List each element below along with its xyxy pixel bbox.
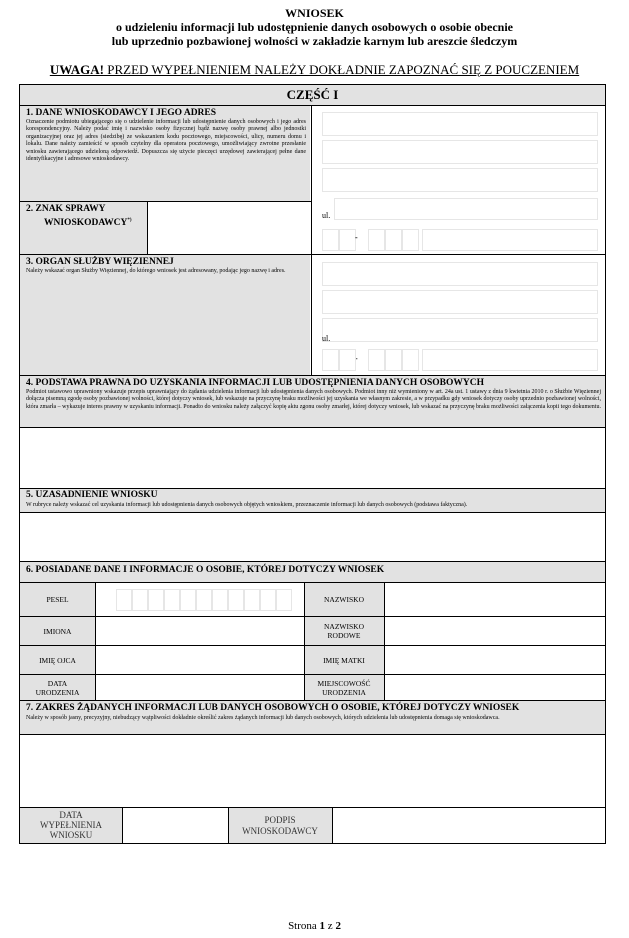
total-pages: 2 — [335, 920, 341, 932]
surname-field[interactable] — [385, 583, 605, 616]
birth-date-label-line1: DATA — [47, 678, 68, 688]
birth-place-field[interactable] — [385, 675, 605, 700]
pesel-label: PESEL — [46, 595, 69, 604]
applicant-name-field[interactable] — [322, 112, 598, 136]
justification-field[interactable] — [20, 513, 605, 561]
postal-code-digit[interactable] — [368, 349, 385, 371]
section1-title: 1. DANE WNIOSKODAWCY I JEGO ADRES — [26, 108, 217, 118]
form-title: WNIOSEK — [285, 6, 344, 20]
section6-title: 6. POSIADANE DANE I INFORMACJE O OSOBIE, KTÓREJ DOTYCZY WNIOSEK — [26, 565, 385, 575]
applicant-address-field[interactable] — [322, 140, 598, 164]
postal-code-digit[interactable] — [368, 229, 385, 251]
fill-date-label-line2: WYPEŁNIENIA — [40, 820, 102, 830]
street-label: ul. — [322, 334, 331, 343]
section3-title: 3. ORGAN SŁUŻBY WIĘZIENNEJ — [26, 257, 174, 267]
pesel-digit[interactable] — [276, 589, 292, 611]
postal-code-digit[interactable] — [385, 229, 402, 251]
section2-title-line2 — [44, 215, 148, 229]
birth-place-label — [304, 675, 384, 700]
section1-instructions: Oznaczenie podmiotu ubiegającego się o udzielenie informacji lub udostępnienie danych osobowych i jego adres korespondencyjny. Należy podać imię i nazwisko osoby fizycznej bądź nazwę osoby prawnej albo jednostki organizacyjnej oraz jej adres (siedzibę) ze wskazaniem kodu pocztowego, miejscowości, ulicy, numeru domu i lokalu. Dane należy zamieścić w sposób czytelny dla operatora pocztowego, umożliwiający zwrotne przesłanie wniosku zawierającego udzieloną odpowiedź. Dopuszcza się użycie pieczęci urzędowej zawierającej pełne dane identyfikacyjne i adresowe wnioskodawcy. — [26, 119, 306, 163]
divider — [311, 105, 312, 376]
signature-label-line1: PODPIS — [264, 815, 296, 825]
warning-notice — [0, 62, 629, 77]
pesel-digit[interactable] — [148, 589, 164, 611]
birth-place-label-line1: MIEJSCOWOŚĆ — [317, 678, 371, 688]
page-separator: z — [325, 920, 336, 932]
pesel-digit[interactable] — [196, 589, 212, 611]
current-page: 1 — [319, 920, 326, 932]
maiden-name-label — [304, 617, 384, 645]
street-label: ul. — [322, 211, 331, 220]
warning-strong: UWAGA! — [49, 62, 104, 77]
birth-place-label-line2: URODZENIA — [322, 687, 366, 697]
legal-basis-field[interactable] — [20, 428, 605, 488]
requested-scope-field[interactable] — [20, 735, 605, 807]
page-number — [0, 920, 629, 932]
father-name-label: IMIĘ OJCA — [39, 655, 76, 665]
postal-code-digit[interactable] — [402, 229, 419, 251]
section3-instructions: Należy wskazać organ Służby Więziennej, do którego wniosek jest adresowany, podając jego nazwę i adres. — [26, 268, 286, 274]
section4-instructions: Podmiot ustawowo uprawniony wskazuje przepis uprawniający do żądania udzielenia informacji lub udostępnienia danych osobowych. Podmiot inny niż wymieniony w art. 24a ust. 1 ustawy z dnia 9 kwietnia 2010 r. o Służbie Więziennej dołącza pisemną zgodę osoby pozbawionej wolności, której dotyczy wniosek, lub wskazuje na przyczynę braku możliwości jej uzyskania we własnym zakresie, a w przypadku gdy wniosek dotyczy osoby uprzednio pozbawionej wolności, która zmarła – wykazuje interes prawny w uzyskaniu informacji. Ponadto do wniosku należy załączyć kopię aktu zgonu osoby zmarłej, której dotyczy wniosek, lub wskazać na przyczynę braku możliwości załączenia kopii tego dokumentu. — [26, 389, 601, 410]
pesel-digit[interactable] — [228, 589, 244, 611]
pesel-digit[interactable] — [132, 589, 148, 611]
organ-address-field-2[interactable] — [322, 318, 598, 342]
fill-date-label — [20, 810, 122, 840]
postal-code-digit[interactable] — [385, 349, 402, 371]
form-subtitle-line1: o udzieleniu informacji lub udostępnienie danych osobowych o osobie obecnie — [115, 20, 514, 34]
first-names-label: IMIONA — [43, 626, 72, 636]
page-prefix: Strona — [288, 920, 320, 932]
section2-title: 2. ZNAK SPRAWY — [26, 204, 106, 214]
postal-code-digit[interactable] — [322, 229, 339, 251]
maiden-name-field[interactable] — [385, 617, 605, 645]
section4-title: 4. PODSTAWA PRAWNA DO UZYSKANIA INFORMACJI LUB UDOSTĘPNIENIA DANYCH OSOBOWYCH — [26, 378, 484, 388]
postal-code-digit[interactable] — [339, 229, 356, 251]
maiden-name-label-line2: RODOWE — [327, 631, 361, 640]
pesel-digit[interactable] — [180, 589, 196, 611]
organ-address-field[interactable] — [322, 290, 598, 314]
case-number-field[interactable] — [148, 202, 310, 254]
pesel-field[interactable] — [116, 589, 292, 611]
fill-date-label-line3: WNIOSKU — [49, 830, 93, 840]
mother-name-field[interactable] — [385, 646, 605, 674]
footnote-marker: *) — [127, 218, 132, 223]
maiden-name-label-line1: NAZWISKO — [324, 622, 364, 631]
section5-instructions: W rubryce należy wskazać cel uzyskania informacji lub udostępnienia danych osobowych objętych wnioskiem, przeznaczenie informacji lub danych osobowych (podstawa faktyczna). — [26, 502, 468, 508]
part-title: CZĘŚĆ I — [286, 87, 339, 102]
first-names-field[interactable] — [96, 617, 304, 645]
postal-code-dash: - — [355, 233, 358, 242]
section7-title: 7. ZAKRES ŻĄDANYCH INFORMACJI LUB DANYCH OSOBOWYCH O OSOBIE, KTÓREJ DOTYCZY WNIOSEK — [26, 703, 520, 713]
signature-field[interactable] — [333, 808, 605, 843]
surname-label: NAZWISKO — [324, 595, 364, 604]
city-field[interactable] — [422, 229, 598, 251]
postal-code-dash: - — [355, 354, 358, 363]
postal-code-digit[interactable] — [339, 349, 356, 371]
fill-date-field[interactable] — [123, 808, 228, 843]
pesel-digit[interactable] — [164, 589, 180, 611]
pesel-digit[interactable] — [244, 589, 260, 611]
postal-code-digit[interactable] — [322, 349, 339, 371]
signature-label-line2: WNIOSKODAWCY — [242, 826, 318, 836]
pesel-digit[interactable] — [260, 589, 276, 611]
pesel-digit[interactable] — [116, 589, 132, 611]
organ-name-field[interactable] — [322, 262, 598, 286]
city-field[interactable] — [422, 349, 598, 371]
birth-date-field[interactable] — [96, 675, 304, 700]
fill-date-label-line1: DATA — [59, 810, 83, 820]
father-name-field[interactable] — [96, 646, 304, 674]
mother-name-label: IMIĘ MATKI — [323, 655, 365, 665]
street-field[interactable] — [334, 198, 598, 220]
birth-date-label-line2: URODZENIA — [35, 687, 80, 697]
applicant-address-field-2[interactable] — [322, 168, 598, 192]
birth-date-label — [20, 675, 95, 700]
section2-title-text: WNIOSKODAWCY — [44, 218, 128, 229]
section5-title: 5. UZASADNIENIE WNIOSKU — [26, 490, 158, 500]
signature-label — [228, 815, 332, 837]
section7-instructions: Należy w sposób jasny, precyzyjny, niebudzący wątpliwości dokładnie określić zakres żądanych informacji lub danych osobowych, których udzielenia lub udostępnienia domaga się wnioskodawca. — [26, 715, 500, 721]
pesel-digit[interactable] — [212, 589, 228, 611]
warning-text: PRZED WYPEŁNIENIEM NALEŻY DOKŁADNIE ZAPOZNAĆ SIĘ Z POUCZENIEM — [103, 62, 580, 77]
postal-code-digit[interactable] — [402, 349, 419, 371]
form-subtitle-line2: lub uprzednio pozbawionej wolności w zakładzie karnym lub areszcie śledczym — [111, 34, 518, 48]
